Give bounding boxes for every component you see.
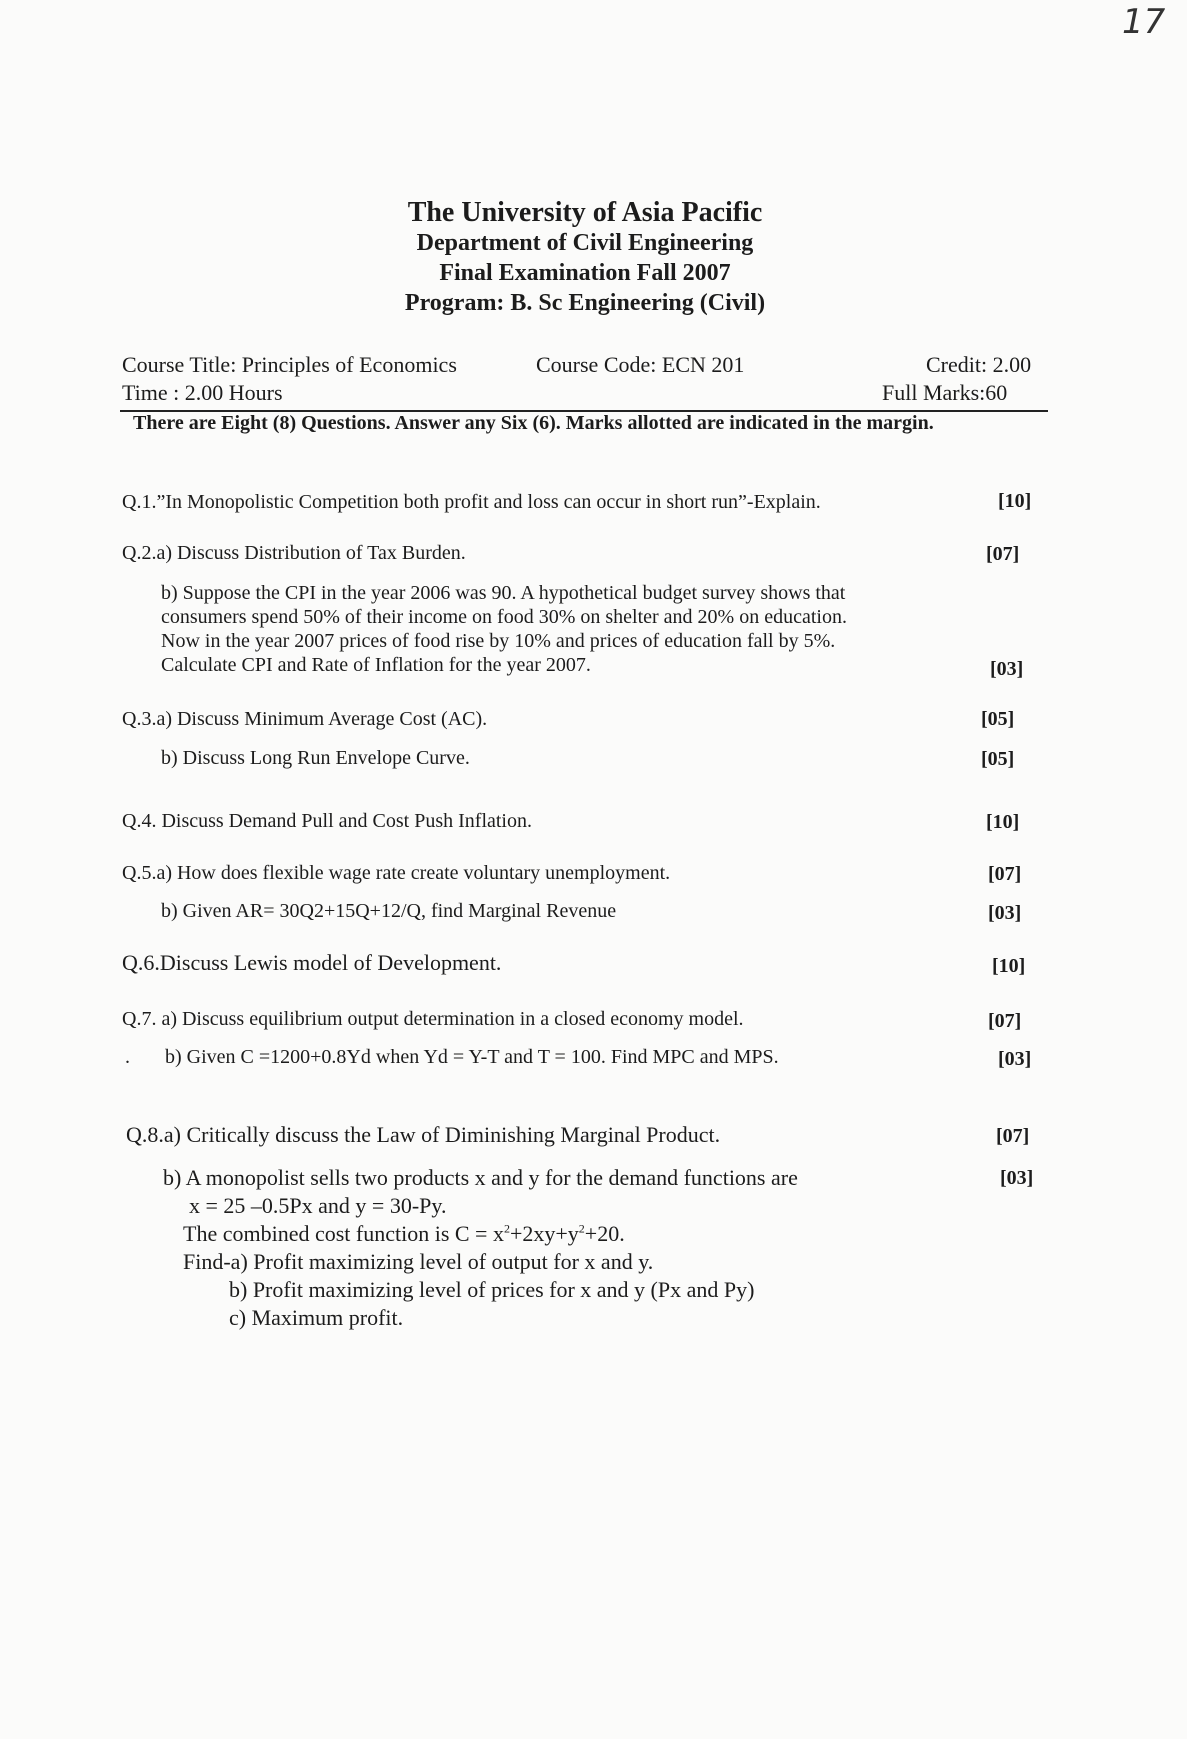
question-8a-marks: [07]	[996, 1125, 1030, 1147]
course-title: Course Title: Principles of Economics	[122, 352, 457, 377]
question-5b-marks: [03]	[988, 902, 1022, 924]
page-number: 17	[1122, 2, 1166, 42]
exam-time: Time : 2.00 Hours	[122, 380, 283, 405]
question-4: Q.4. Discuss Demand Pull and Cost Push Inflation.	[122, 810, 532, 832]
department-name: Department of Civil Engineering	[416, 230, 754, 256]
question-7a-marks: [07]	[988, 1010, 1022, 1032]
question-8b-line-1: b) A monopolist sells two products x and y for the demand functions are	[163, 1165, 798, 1190]
question-8b	[163, 1164, 798, 1332]
exam-header	[0, 198, 1170, 318]
course-code: Course Code: ECN 201	[536, 352, 745, 377]
question-4-marks: [10]	[986, 811, 1020, 833]
cost-function-part-1: The combined cost function is C = x	[183, 1221, 504, 1246]
question-3b: b) Discuss Long Run Envelope Curve.	[161, 747, 470, 769]
question-5a: Q.5.a) How does flexible wage rate create voluntary unemployment.	[122, 862, 671, 884]
question-7b: b) Given C =1200+0.8Yd when Yd = Y-T and T = 100. Find MPC and MPS.	[165, 1046, 779, 1068]
question-2a-marks: [07]	[986, 543, 1020, 565]
question-5b: b) Given AR= 30Q2+15Q+12/Q, find Marginal Revenue	[161, 900, 617, 922]
cost-function-part-2: +2xy+y	[509, 1221, 579, 1246]
question-6-marks: [10]	[992, 955, 1026, 977]
superscript-x: 2	[503, 1221, 510, 1236]
instructions: There are Eight (8) Questions. Answer any Six (6). Marks allotted are indicated in the margin.	[133, 412, 934, 434]
question-7b-bullet: .	[125, 1046, 130, 1068]
program-name: Program: B. Sc Engineering (Civil)	[404, 290, 766, 316]
question-8b-line-5: b) Profit maximizing level of prices for x and y (Px and Py)	[229, 1277, 755, 1302]
question-2b	[161, 581, 847, 677]
superscript-y: 2	[578, 1221, 585, 1236]
question-8b-line-3	[163, 1220, 798, 1248]
question-2a: Q.2.a) Discuss Distribution of Tax Burden.	[122, 542, 466, 564]
question-8b-line-4: Find-a) Profit maximizing level of output for x and y.	[183, 1249, 654, 1274]
course-credit: Credit: 2.00	[926, 352, 1032, 377]
question-1: Q.1.”In Monopolistic Competition both profit and loss can occur in short run”-Explain.	[122, 491, 821, 513]
question-2b-line-1: b) Suppose the CPI in the year 2006 was 90. A hypothetical budget survey shows that	[161, 582, 846, 604]
question-7a: Q.7. a) Discuss equilibrium output determination in a closed economy model.	[122, 1008, 744, 1030]
question-8b-marks: [03]	[1000, 1167, 1034, 1189]
question-8b-line-6: c) Maximum profit.	[229, 1305, 404, 1330]
question-6: Q.6.Discuss Lewis model of Development.	[122, 950, 502, 975]
question-5a-marks: [07]	[988, 863, 1022, 885]
question-3a-marks: [05]	[981, 708, 1015, 730]
question-7b-marks: [03]	[998, 1048, 1032, 1070]
university-name: The University of Asia Pacific	[407, 197, 763, 228]
full-marks: Full Marks:60	[882, 380, 1008, 405]
question-2b-marks: [03]	[990, 658, 1024, 680]
question-1-marks: [10]	[998, 490, 1032, 512]
question-8b-line-2: x = 25 –0.5Px and y = 30-Py.	[189, 1193, 447, 1218]
cost-function-part-3: +20.	[584, 1221, 625, 1246]
question-8a: Q.8.a) Critically discuss the Law of Diminishing Marginal Product.	[126, 1122, 721, 1147]
question-2b-line-3: Now in the year 2007 prices of food rise by 10% and prices of education fall by 5%.	[161, 630, 836, 652]
question-2b-line-4: Calculate CPI and Rate of Inflation for the year 2007.	[161, 654, 591, 676]
question-3b-marks: [05]	[981, 748, 1015, 770]
question-2b-line-2: consumers spend 50% of their income on food 30% on shelter and 20% on education.	[161, 606, 847, 628]
question-3a: Q.3.a) Discuss Minimum Average Cost (AC).	[122, 708, 488, 730]
exam-name: Final Examination Fall 2007	[439, 260, 731, 286]
